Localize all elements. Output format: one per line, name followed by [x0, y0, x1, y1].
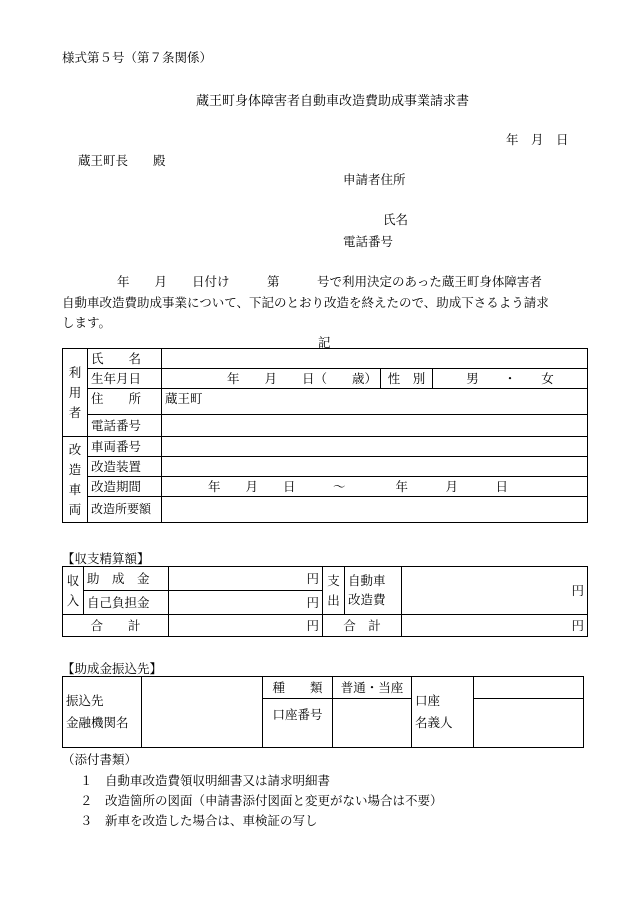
bank-table: [62, 676, 584, 748]
user-group-label: 利 用 者: [63, 349, 88, 437]
form-number: 様式第５号（第７条関係）: [62, 50, 213, 65]
date-line: 年 月 日: [506, 132, 569, 147]
body-line-1: 年 月 日付け 第 号で利用決定のあった蔵王町身体障害者: [117, 274, 542, 289]
holder-label: 口座 名義人: [412, 677, 474, 748]
period-label: 改造期間: [88, 477, 162, 497]
user-vehicle-table: [62, 348, 588, 523]
device-field[interactable]: [162, 457, 588, 477]
income-group-label: 収 入: [63, 567, 84, 615]
bank-heading: 【助成金振込先】: [62, 661, 163, 676]
holder-kana-field[interactable]: [474, 677, 584, 699]
self-pay-field[interactable]: 円: [169, 591, 323, 615]
applicant-phone-label: 電話番号: [343, 234, 394, 249]
subsidy-label: 助 成 金: [84, 567, 169, 591]
name-field[interactable]: [162, 349, 588, 369]
expense-group-label: 支 出: [323, 567, 345, 615]
phone-field[interactable]: [162, 415, 588, 437]
vehicle-group-label: 改 造 車 両: [63, 437, 88, 523]
body-line-2: 自動車改造費助成事業について、下記のとおり改造を終えたので、助成下さるよう請求: [62, 295, 549, 310]
attachment-item: １ 自動車改造費領収明細書又は請求明細書: [80, 773, 331, 788]
body-line-3: します。: [62, 315, 112, 330]
balance-heading: 【収支精算額】: [62, 551, 150, 566]
income-total-field[interactable]: 円: [169, 615, 323, 637]
addressee: 蔵王町長 殿: [78, 153, 166, 168]
attachment-item: ３ 新車を改造した場合は、車検証の写し: [80, 813, 318, 828]
subsidy-field[interactable]: 円: [169, 567, 323, 591]
cost-field[interactable]: [162, 497, 588, 523]
attachments-heading: （添付書類）: [62, 752, 138, 767]
car-mod-field[interactable]: 円: [402, 567, 588, 615]
applicant-address-label: 申請者住所: [343, 172, 406, 187]
self-pay-label: 自己負担金: [84, 591, 169, 615]
sex-field[interactable]: 男 ・ 女: [433, 369, 588, 389]
dest-label: 振込先 金融機関名: [63, 677, 142, 748]
device-label: 改造装置: [88, 457, 162, 477]
address-field[interactable]: 蔵王町: [162, 389, 588, 415]
acct-no-label: 口座番号: [263, 699, 333, 748]
vehicle-no-label: 車両番号: [88, 437, 162, 457]
address-label: 住 所: [88, 389, 162, 415]
type-field[interactable]: 普通・当座: [333, 677, 412, 699]
name-label: 氏 名: [88, 349, 162, 369]
institution-field[interactable]: [142, 677, 263, 748]
phone-label: 電話番号: [88, 415, 162, 437]
vehicle-no-field[interactable]: [162, 437, 588, 457]
car-mod-label: 自動車 改造費: [345, 567, 402, 615]
period-field[interactable]: 年 月 日 ～ 年 月 日: [162, 477, 588, 497]
expense-total-label: 合 計: [323, 615, 402, 637]
attachment-item: ２ 改造箇所の図面（申請書添付図面と変更がない場合は不要）: [80, 793, 443, 808]
dob-field[interactable]: 年 月 日（ 歳）: [162, 369, 381, 389]
sex-label: 性 別: [381, 369, 433, 389]
page-title: 蔵王町身体障害者自動車改造費助成事業請求書: [196, 94, 470, 109]
ki-mark: 記: [318, 335, 331, 350]
applicant-name-label: 氏名: [383, 212, 409, 227]
income-total-label: 合 計: [63, 615, 169, 637]
acct-no-field[interactable]: [333, 699, 412, 748]
dob-label: 生年月日: [88, 369, 162, 389]
cost-label: 改造所要額: [88, 497, 162, 523]
balance-table: [62, 566, 588, 637]
type-label: 種 類: [263, 677, 333, 699]
holder-name-field[interactable]: [474, 699, 584, 748]
expense-total-field[interactable]: 円: [402, 615, 588, 637]
